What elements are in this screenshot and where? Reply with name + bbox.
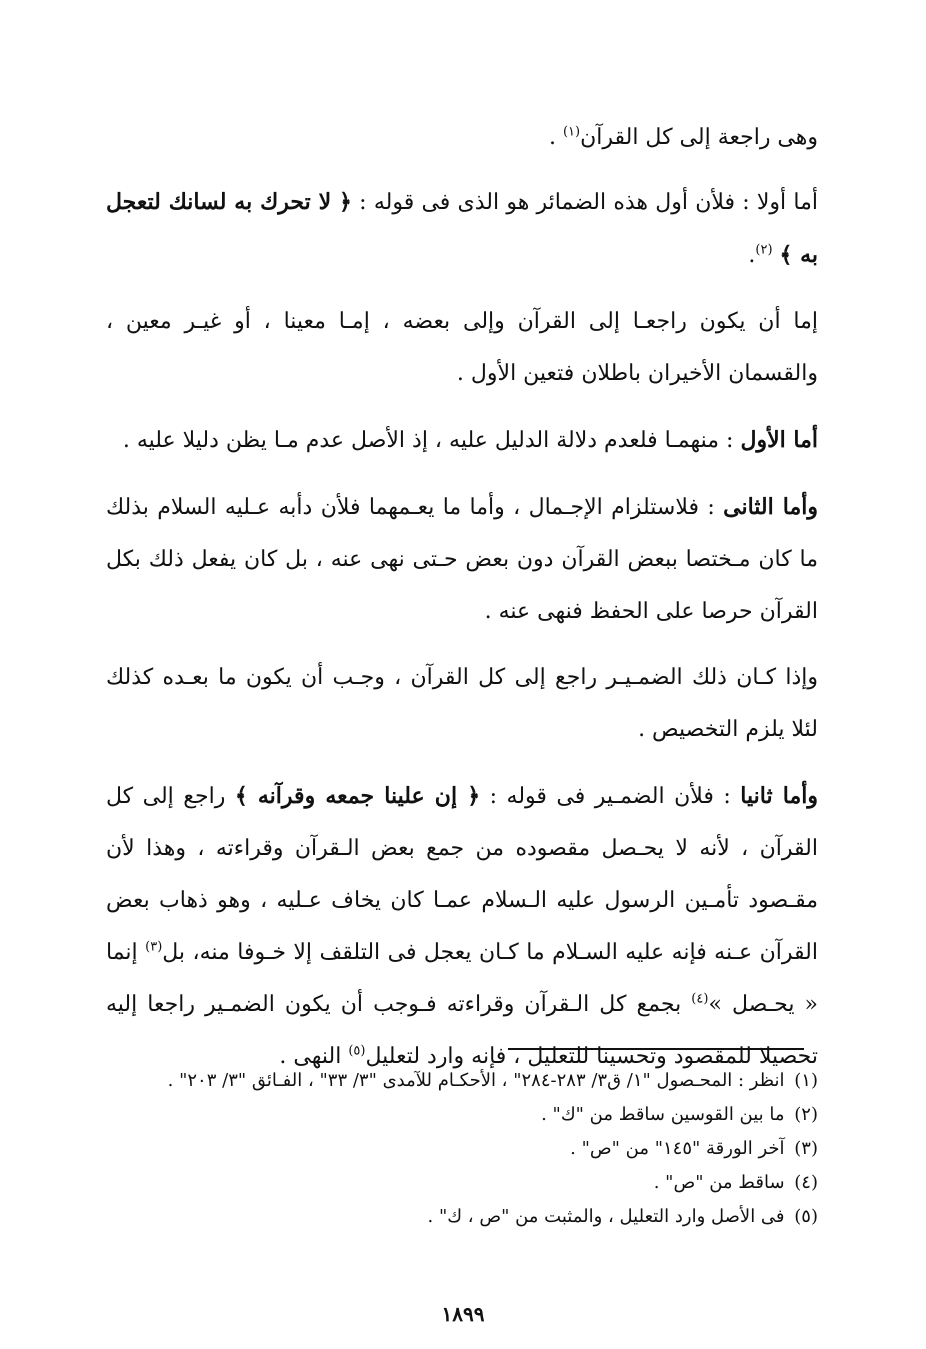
footnote-text: انظر : المحـصول "١/ ق٣/ ٢٨٣-٢٨٤" ، الأحكـام للآمدى "٣/ ٣٣" ، الفـائق "٣/ ٢٠٣" .	[167, 1070, 785, 1091]
footnote-ref: (١)	[562, 124, 581, 140]
footnotes	[106, 1064, 818, 1234]
bold-text: وأما ثانيا	[740, 783, 818, 809]
text-run	[773, 243, 780, 268]
footnote-item	[106, 1200, 818, 1234]
page-number: ١٨٩٩	[441, 1302, 485, 1326]
text-run: راجع إلى كل القرآن ، لأنه لا يحـصل مقصوده من جمع بعض الـقرآن وقراءته ، وهذا لأن مقـصود تأمـين الرسول عليه الـسلام عمـا كان يخاف عـليه ، وهو ذهاب بعض القرآن عـنه فإنه عليه السـلام ما كـان يعجل فى التلقف إلا خـوفا منه، بل	[106, 784, 818, 965]
paragraph-p2	[106, 176, 818, 282]
paragraph-p5	[106, 481, 818, 638]
footnote-item	[106, 1064, 818, 1098]
text-run: وإذا كـان ذلك الضمـيـر راجع إلى كل القرآن ، وجـب أن يكون ما بعـده كذلك لئلا يلزم التخصيص .	[106, 665, 818, 742]
text-run: وهى راجعة إلى كل القرآن	[580, 125, 818, 150]
footnote-ref: (٣)	[145, 939, 163, 955]
text-run: : منهمـا فلعدم دلالة الدليل عليه ، إذ الأصل عدم مـا يظن دليلا عليه .	[122, 428, 741, 453]
footnote-ref: (٤)	[691, 991, 709, 1007]
bold-text: ﴿ لا تحرك به لسانك لتعجل به ﴾	[106, 189, 818, 268]
paragraph-p3	[106, 296, 818, 400]
paragraph-p7	[106, 770, 818, 1083]
text-run: النهى .	[279, 1044, 349, 1069]
footnote-ref: (٥)	[348, 1043, 366, 1059]
footnote-item	[106, 1098, 818, 1132]
paragraph-p4	[106, 414, 818, 467]
footnote-item	[106, 1132, 818, 1166]
bold-text: أما الأول	[740, 427, 818, 453]
footnote-number: (٤)	[794, 1172, 818, 1193]
text-run: .	[548, 125, 563, 150]
text-run: أما أولا : فلأن أول هذه الضمائر هو الذى فى قوله :	[351, 190, 818, 215]
bold-text: وأما الثانى	[723, 494, 819, 520]
footnote-text: ما بين القوسين ساقط من "ك" .	[541, 1104, 785, 1125]
footnote-number: (٢)	[794, 1104, 818, 1125]
footnote-text: ساقط من "ص" .	[653, 1172, 785, 1193]
text-run: : فلأن الضمـير فى قوله :	[480, 784, 741, 809]
footnote-number: (٣)	[794, 1138, 818, 1159]
text-run: إما أن يكون راجعـا إلى القرآن وإلى بعضه ، إمـا معينا ، أو غيـر معين ، والقسمان الأخيران باطلان فتعين الأول .	[106, 309, 818, 386]
footnote-number: (٥)	[794, 1206, 818, 1227]
footnote-number: (١)	[794, 1070, 818, 1091]
text-run: إنما « يحـصل »	[106, 940, 818, 1017]
footnote-separator	[508, 1048, 804, 1050]
text-run: .	[748, 243, 756, 268]
paragraph-p1	[106, 112, 818, 164]
bold-text: ﴿ إن علينا جمعه وقرآنه ﴾	[234, 783, 481, 809]
footnote-text: فى الأصل وارد التعليل ، والمثبت من "ص ، ك" .	[427, 1206, 785, 1227]
footnote-text: آخر الورقة "١٤٥" من "ص" .	[570, 1138, 785, 1159]
paragraph-p6	[106, 652, 818, 756]
body-text	[106, 112, 818, 1097]
text-run: : فلاستلزام الإجـمال ، وأما ما يعـمهما فلأن دأبه عـليه السلام بذلك ما كان مـختصا ببعض القرآن دون بعض حـتى نهى عنه ، بل كان يفعل ذلك بكل القرآن حرصا على الحفظ فنهى عنه .	[106, 495, 818, 624]
footnote-item	[106, 1166, 818, 1200]
text-run: بجمع كل الـقرآن وقراءته فـوجب أن يكون الضمـير راجعا إليه تحصيلا للمقصود وتحسينا للتعليل ، فإنه وارد لتعليل	[106, 992, 818, 1069]
footnote-ref: (٢)	[755, 242, 773, 258]
